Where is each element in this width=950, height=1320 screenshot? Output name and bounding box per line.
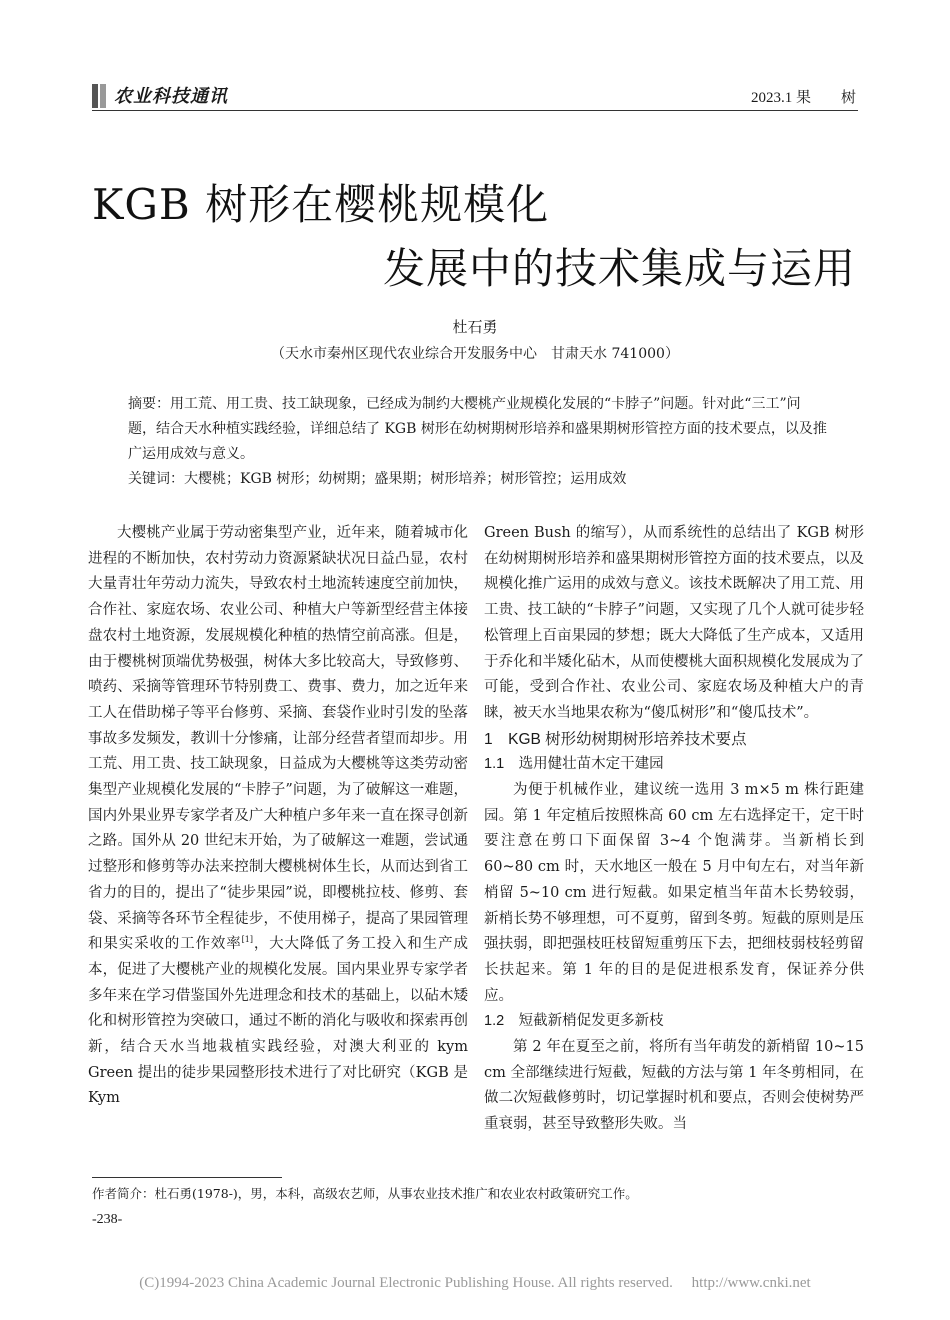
- page-number: -238-: [92, 1212, 123, 1227]
- right-column: [484, 521, 864, 1138]
- header-mark-dark: [92, 84, 98, 108]
- footnote-rule: [92, 1177, 282, 1178]
- body-paragraph: Green Bush 的缩写），从而系统性的总结出了 KGB 树形在幼树期树形培养和盛果期树形管控方面的技术要点，以及规模化推广运用的成效与意义。该技术既解决了用工荒、用工贵、技工缺的“卡脖子”问题，又实现了几个人就可徒步轻松管理上百亩果园的梦想；既大大降低了生产成本，又适用于乔化和半矮化砧木，从而使樱桃大面积规模化发展成为了可能，受到合作社、农业公司、家庭农场及种植大户的青睐，被天水当地果农称为“傻瓜树形”和“傻瓜技术”。: [484, 525, 864, 721]
- paragraph-text: 大樱桃产业属于劳动密集型产业，近年来，随着城市化进程的不断加快，农村劳动力资源紧缺状况日益凸显，农村大量青壮年劳动力流失，导致农村土地流转速度空前加快，合作社、家庭农场、农业公司、种植大户等新型经营主体接盘农村土地资源，发展规模化种植的热情空前高涨。但是，由于樱桃树顶端优势极强，树体大多比较高大，导致修剪、喷药、采摘等管理环节特别费工、费事、费力，加之近年来工人在借助梯子等平台修剪、采摘、套袋作业时引发的坠落事故多发频发，教训十分惨痛，让部分经营者望而却步。用工荒、用工贵、技工缺现象，日益成为大樱桃等这类劳动密集型产业规模化发展的“卡脖子”问题，为了破解这一难题，国内外果业界专家学者及广大种植户多年来一直在探寻创新之路。国外从 20 世纪末开始，为了破解这一难题，尝试通过整形和修剪等办法来控制大樱桃树体生长，从而达到省工省力的目的，提出了“徒步果园”说，即樱桃拉枝、修剪、套袋、采摘等各环节全程徒步，不使用梯子，提高了果园管理和果实采收的工作效率: [88, 525, 468, 953]
- reference-marker[interactable]: [1]: [241, 935, 253, 945]
- left-column: [88, 521, 468, 1112]
- keywords: 关键词：大樱桃；KGB 树形；幼树期；盛果期；树形培养；树形管控；运用成效: [128, 471, 627, 487]
- header-rule: [92, 110, 858, 111]
- section-heading-1-2: 1.2 短截新梢促发更多新枝: [484, 1013, 664, 1030]
- affiliation: （天水市秦州区现代农业综合开发服务中心 甘肃天水 741000）: [271, 346, 679, 362]
- header-mark-light: [100, 84, 106, 108]
- copyright-notice: (C)1994-2023 China Academic Journal Electronic Publishing House. All rights reserved. http://www.cnki.net: [139, 1275, 811, 1291]
- section-heading-1-1: 1.1 选用健壮苗木定干建园: [484, 756, 664, 773]
- author-footnote: 作者简介：杜石勇(1978-)，男，本科，高级农艺师，从事农业技术推广和农业农村政策研究工作。: [92, 1186, 638, 1201]
- section-heading-1: 1 KGB 树形幼树期树形培养技术要点: [484, 730, 747, 748]
- body-paragraph: [88, 521, 468, 1112]
- title-line-1: KGB 树形在樱桃规模化: [92, 180, 550, 229]
- body-paragraph: 为便于机械作业，建议统一选用 3 m×5 m 株行距建园。第 1 年定植后按照株高 60 cm 左右选择定干，定干时要注意在剪口下面保留 3~4 个饱满芽。当新梢长到 60~80 cm 时，天水地区一般在 5 月中旬左右，对当年新梢留 5~10 cm 进行短截。如果定植当年苗木长势较弱，新梢长势不够理想，可不夏剪，留到冬剪。短截的原则是压强扶弱，即把强枝旺枝留短重剪压下去，把细枝弱枝轻剪留长扶起来。第 1 年的目的是促进根系发育，保证养分供应。: [484, 782, 864, 1004]
- abstract: 摘要：用工荒、用工贵、技工缺现象，已经成为制约大樱桃产业规模化发展的“卡脖子”问题。针对此“三工”问题，结合天水种植实践经验，详细总结了 KGB 树形在幼树期树形培养和盛果期树形管控方面的技术要点，以及推广运用成效与意义。: [128, 396, 827, 462]
- paragraph-text: ，大大降低了务工投入和生产成本，促进了大樱桃产业的规模化发展。国内果业界专家学者多年来在学习借鉴国外先进理念和技术的基础上，以砧木矮化和树形管控为突破口，通过不断的消化与吸收和探索再创新，结合天水当地栽植实践经验，对澳大利亚的 kym Green 提出的徒步果园整形技术进行了对比研究（KGB 是 Kym: [88, 936, 469, 1107]
- journal-name: 农业科技通讯: [114, 86, 228, 107]
- author: 杜石勇: [452, 318, 498, 336]
- body-paragraph: 第 2 年在夏至之前，将所有当年萌发的新梢留 10~15 cm 全部继续进行短截，短截的方法与第 1 年冬剪相同，在做二次短截修剪时，切记掌握时机和要点，否则会使树势严重衰弱，甚至导致整形失败。当: [484, 1039, 864, 1133]
- title-line-2: 发展中的技术集成与运用: [382, 244, 856, 293]
- issue-label: 2023.1 果 树: [750, 90, 856, 106]
